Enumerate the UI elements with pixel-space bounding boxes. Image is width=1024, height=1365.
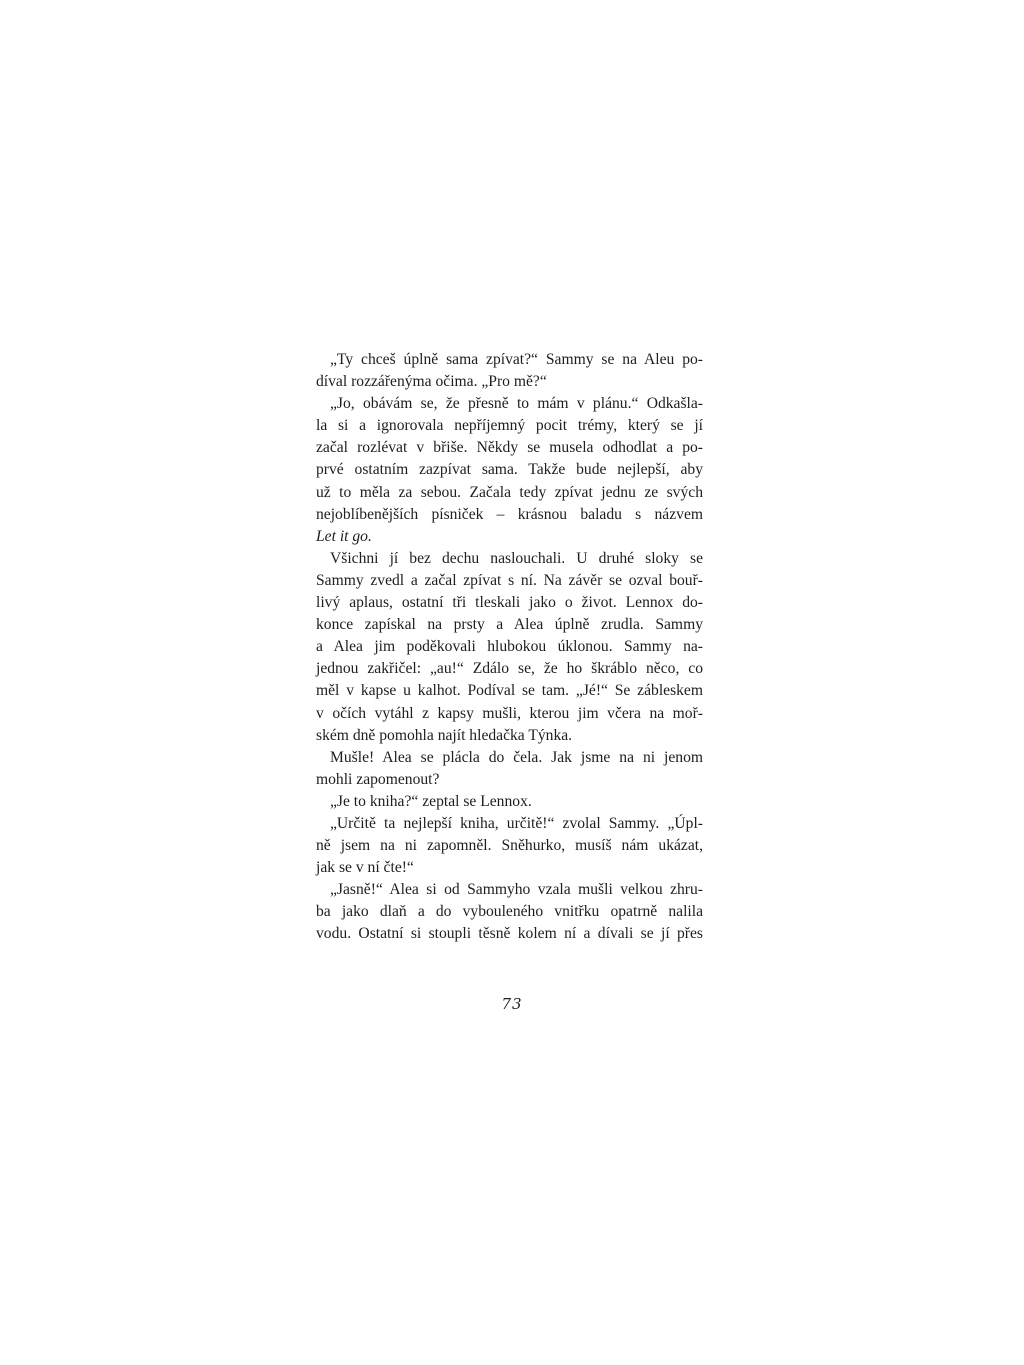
paragraph — [316, 349, 703, 393]
text-line: Všichni jí bez dechu naslouchali. U druhé sloky se — [330, 549, 703, 567]
paragraph — [316, 747, 703, 791]
text-line: livý aplaus, ostatní tři tleskali jako o život. Lennox do- — [316, 594, 703, 612]
text-line: jednou zakřičel: „au!“ Zdálo se, že ho škráblo něco, co — [316, 660, 703, 678]
text-line: vodu. Ostatní si stoupli těsně kolem ní a dívali se jí přes — [316, 925, 703, 943]
body-text — [316, 349, 703, 946]
text-line: „Jasně!“ Alea si od Sammyho vzala mušli velkou zhru- — [330, 881, 703, 899]
text-line: už to měla za sebou. Začala tedy zpívat jednu ze svých — [316, 483, 703, 501]
text-line: Mušle! Alea se plácla do čela. Jak jsme na ni jenom — [330, 748, 703, 766]
text-line: mohli zapomenout? — [316, 770, 440, 788]
text-line: la si a ignorovala nepříjemný pocit trémy, který se jí — [316, 417, 703, 435]
paragraph — [316, 393, 703, 548]
text-line: „Ty chceš úplně sama zpívat?“ Sammy se na Aleu po- — [330, 351, 703, 368]
text-line: „Jo, obávám se, že přesně to mám v plánu.“ Odkašla- — [330, 395, 703, 413]
text-line: díval rozzářenýma očima. „Pro mě?“ — [316, 373, 547, 391]
page-number: 73 — [501, 995, 523, 1013]
text-line: „Určitě ta nejlepší kniha, určitě!“ zvolal Sammy. „Úpl- — [330, 814, 703, 832]
text-line: ně jsem na ni zapomněl. Sněhurko, musíš nám ukázat, — [316, 837, 703, 855]
text-line: konce zapískal na prsty a Alea úplně zrudla. Sammy — [316, 616, 703, 634]
paragraph — [316, 791, 703, 813]
paragraph — [316, 548, 703, 747]
text-line: prvé ostatním zazpívat sama. Takže bude nejlepší, aby — [316, 461, 703, 479]
text-line: Sammy zvedl a začal zpívat s ní. Na závěr se ozval bouř- — [316, 571, 703, 589]
text-line: a Alea jim poděkovali hlubokou úklonou. Sammy na- — [316, 638, 703, 656]
text-line: jak se v ní čte!“ — [316, 859, 414, 877]
text-line: „Je to kniha?“ zeptal se Lennox. — [330, 792, 532, 810]
paragraph — [316, 879, 703, 945]
text-line: měl v kapse u kalhot. Podíval se tam. „Jé!“ Se zábleskem — [316, 682, 703, 700]
paragraph — [316, 813, 703, 879]
text-line-title: Let it go. — [316, 527, 372, 545]
text-line: nejoblíbenějších písniček – krásnou baladu s názvem — [316, 505, 703, 523]
text-line: začal rozlévat v břiše. Někdy se musela odhodlat a po- — [316, 439, 703, 457]
text-line: ském dně pomohla najít hledačka Týnka. — [316, 726, 573, 744]
text-line: v očích vytáhl z kapsy mušli, kterou jim včera na moř- — [316, 704, 703, 722]
text-line: ba jako dlaň a do vybouleného vnitřku opatrně nalila — [316, 903, 703, 921]
